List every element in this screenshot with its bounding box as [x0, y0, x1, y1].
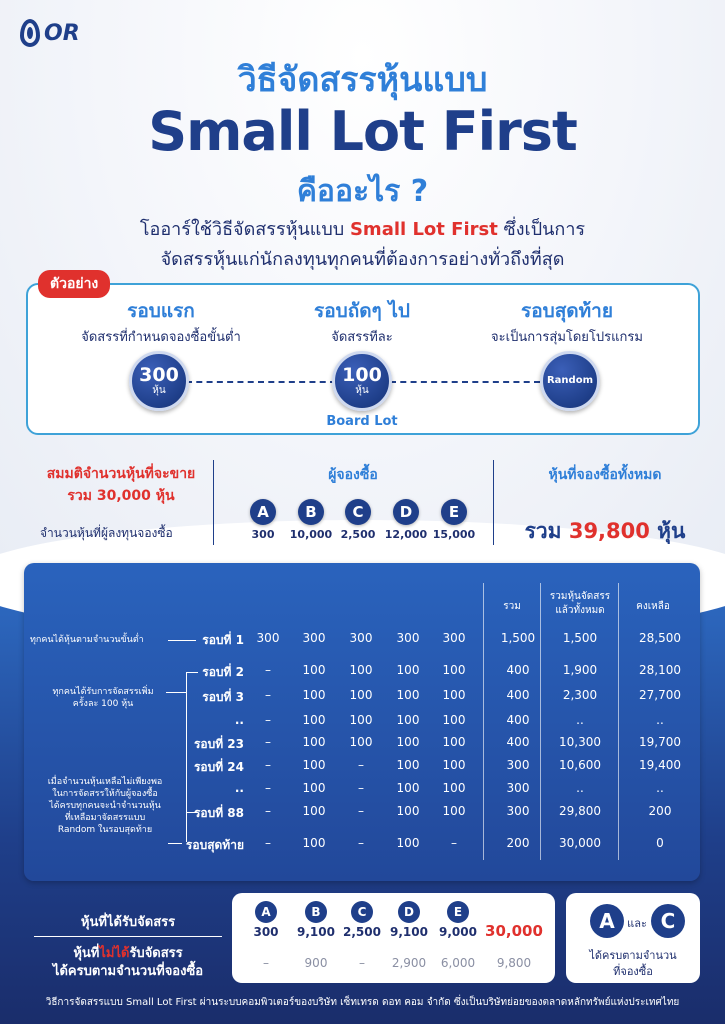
table-cell: –	[265, 836, 271, 850]
buyer-b-value: 10,000	[289, 528, 333, 541]
not-red: ไม่ได้	[99, 946, 130, 961]
table-cell: 100	[442, 781, 466, 795]
row-label: รอบที่ 23	[193, 737, 244, 751]
note-random-5: Random ในรอบสุดท้าย	[57, 825, 153, 835]
round-next-circle	[332, 351, 392, 411]
table-cell: –	[358, 758, 364, 772]
total-post: หุ้น	[649, 519, 686, 543]
round-last-title: รอบสุดท้าย	[521, 300, 613, 322]
table-cell: 100	[396, 688, 420, 702]
buyer-a-value: 300	[251, 528, 275, 541]
bottom-letter-icon: E	[447, 901, 469, 923]
assume-post: หุ้น	[150, 488, 175, 504]
table-cell: 200	[648, 804, 672, 818]
table-cell: –	[265, 688, 271, 702]
row-label: รอบที่ 88	[193, 806, 244, 820]
table-cell: 100	[349, 713, 373, 727]
table-cell: 100	[302, 663, 326, 677]
table-cell: 100	[442, 735, 466, 749]
table-cell: 27,700	[639, 688, 681, 702]
not-pre: หุ้นที่	[73, 946, 100, 961]
ac-and: และ	[627, 917, 647, 930]
buyer-e-icon: E	[441, 499, 467, 525]
subtitle-post: ซึ่งเป็นการ	[497, 219, 586, 240]
note-min: ทุกคนได้หุ้นตามจำนวนขั้นต่ำ	[30, 635, 144, 645]
not-allocated-value: –	[359, 956, 365, 970]
not-allocated-total: 9,800	[496, 956, 532, 970]
investor-label: จำนวนหุ้นที่ผู้ลงทุนจองซื้อ	[40, 526, 173, 540]
note-add-1: ทุกคนได้รับการจัดสรรเพิ่ม	[52, 687, 154, 697]
table-cell: 100	[302, 713, 326, 727]
round-next-value: 100	[342, 364, 382, 386]
buyers-title: ผู้จองซื้อ	[328, 467, 378, 483]
round-next-unit: หุ้น	[355, 385, 369, 396]
table-cell: –	[358, 836, 364, 850]
table-cell: –	[451, 836, 457, 850]
table-divider-3	[618, 583, 619, 860]
table-cell: 400	[506, 713, 530, 727]
not-allocated-value: –	[263, 956, 269, 970]
ac-c-icon: C	[651, 904, 685, 938]
row-label: รอบที่ 3	[202, 690, 244, 704]
table-cell: 300	[396, 631, 420, 645]
header-alloc-1: รวมหุ้นจัดสรร	[549, 591, 611, 602]
table-cell: 300	[506, 781, 530, 795]
assume-number: 30,000	[96, 488, 151, 504]
row-label: รอบที่ 1	[202, 633, 244, 647]
buyer-b-icon: B	[298, 499, 324, 525]
not-allocated-value: 900	[304, 956, 328, 970]
note-random-1: เมื่อจำนวนหุ้นเหลือไม่เพียงพอ	[47, 777, 163, 787]
ac-line2: ที่จองซื้อ	[613, 965, 653, 978]
table-cell: 400	[506, 688, 530, 702]
table-cell: ..	[576, 781, 584, 795]
table-cell: 100	[396, 758, 420, 772]
table-cell: 10,300	[559, 735, 601, 749]
table-cell: 200	[506, 836, 530, 850]
round-next-title: รอบถัดๆ ไป	[314, 300, 410, 322]
logo-text: OR	[44, 20, 80, 46]
table-cell: 0	[656, 836, 664, 850]
table-cell: 400	[506, 663, 530, 677]
table-cell: –	[265, 781, 271, 795]
bottom-letter-icon: C	[351, 901, 373, 923]
table-cell: 300	[302, 631, 326, 645]
round-last-circle	[540, 351, 600, 411]
round-last-value: Random	[546, 375, 593, 386]
subtitle-line2: จัดสรรหุ้นแก่นักลงทุนทุกคนที่ต้องการอย่างทั่วถึงที่สุด	[160, 249, 565, 270]
round-first-desc: จัดสรรที่กำหนดจองซื้อขั้นต่ำ	[81, 330, 241, 345]
round-last-desc: จะเป็นการสุ่มโดยโปรแกรม	[491, 330, 643, 345]
not-allocated-value: 2,900	[391, 956, 427, 970]
subtitle-pre: โออาร์ใช้วิธีจัดสรรหุ้นแบบ	[139, 219, 350, 240]
buyer-d-icon: D	[393, 499, 419, 525]
buyer-a-icon: A	[250, 499, 276, 525]
table-cell: 100	[442, 758, 466, 772]
allocated-total: 30,000	[485, 922, 543, 940]
allocated-value: 9,100	[297, 925, 335, 939]
footer: วิธีการจัดสรรแบบ Small Lot First ผ่านระบบคอมพิวเตอร์ของบริษัท เซ็ทเทรด ดอท คอม จำกัด ซึ่งเป็นบริษัทย่อยของตลาดหลักทรัพย์แห่งประเทศไทย	[45, 997, 680, 1008]
bottom-separator	[34, 936, 222, 937]
table-cell: 100	[442, 804, 466, 818]
table-cell: 100	[396, 713, 420, 727]
table-cell: –	[265, 758, 271, 772]
table-cell: 30,000	[559, 836, 601, 850]
drop-icon	[20, 19, 40, 47]
header-sum: รวม	[503, 601, 521, 612]
note-random-2: ในการจัดสรรให้กับผู้จองซื้อ	[52, 789, 158, 799]
or-logo	[20, 14, 100, 52]
table-cell: 300	[442, 631, 466, 645]
round-next-desc: จัดสรรทีละ	[331, 330, 393, 345]
table-cell: 100	[442, 663, 466, 677]
table-cell: 29,800	[559, 804, 601, 818]
table-cell: 100	[396, 735, 420, 749]
total-pre: รวม	[524, 519, 569, 543]
table-cell: 300	[506, 758, 530, 772]
table-cell: ..	[576, 713, 584, 727]
table-cell: 100	[302, 758, 326, 772]
table-cell: 100	[302, 804, 326, 818]
buyer-d-value: 12,000	[384, 528, 428, 541]
table-cell: 100	[396, 663, 420, 677]
buyer-c-value: 2,500	[340, 528, 376, 541]
table-cell: 100	[302, 836, 326, 850]
table-cell: 100	[442, 713, 466, 727]
not-allocated-value: 6,000	[440, 956, 476, 970]
table-cell: 19,700	[639, 735, 681, 749]
ac-line1: ได้ครบตามจำนวน	[589, 949, 677, 962]
assume-pre: รวม	[67, 488, 97, 504]
table-cell: 100	[349, 688, 373, 702]
divider-right	[493, 460, 494, 545]
row-label: รอบสุดท้าย	[185, 838, 244, 852]
subtitle-line1	[0, 214, 725, 243]
assume-line2	[26, 485, 216, 507]
table-cell: 100	[396, 836, 420, 850]
header-alloc-2: แล้วทั้งหมด	[555, 605, 605, 616]
board-lot-label: Board Lot	[326, 414, 398, 429]
buyer-c-icon: C	[345, 499, 371, 525]
title-line2: Small Lot First	[148, 100, 577, 163]
allocated-value: 9,000	[439, 925, 477, 939]
allocated-label: หุ้นที่ได้รับจัดสรร	[80, 915, 176, 930]
total-value	[510, 515, 700, 548]
example-tag: ตัวอย่าง	[38, 270, 110, 298]
table-cell: 100	[396, 781, 420, 795]
table-cell: 28,100	[639, 663, 681, 677]
ac-a-icon: A	[590, 904, 624, 938]
round-first-circle	[129, 351, 189, 411]
table-cell: –	[265, 713, 271, 727]
table-divider-1	[483, 583, 484, 860]
title-line1: วิธีจัดสรรหุ้นแบบ	[237, 60, 488, 100]
buyer-e-value: 15,000	[432, 528, 476, 541]
table-cell: ..	[656, 713, 664, 727]
table-cell: 400	[506, 735, 530, 749]
table-cell: 100	[302, 781, 326, 795]
table-cell: 1,900	[562, 663, 598, 677]
title-line3: คืออะไร ?	[296, 174, 429, 209]
divider-left	[213, 460, 214, 545]
bottom-letter-icon: B	[305, 901, 327, 923]
round-first-title: รอบแรก	[127, 300, 195, 322]
table-cell: 10,600	[559, 758, 601, 772]
round-first-unit: หุ้น	[152, 385, 166, 396]
bottom-letter-icon: D	[398, 901, 420, 923]
table-cell: 100	[396, 804, 420, 818]
table-cell: 300	[506, 804, 530, 818]
table-cell: 100	[442, 688, 466, 702]
not-allocated-label-2: ได้ครบตามจำนวนที่จองซื้อ	[52, 964, 204, 979]
row-label: ..	[234, 781, 244, 795]
row-label: ..	[234, 713, 244, 727]
table-cell: 1,500	[562, 631, 598, 645]
round-first-value: 300	[139, 364, 179, 386]
table-cell: 100	[302, 688, 326, 702]
assume-line1: สมมติจำนวนหุ้นที่จะขาย	[46, 466, 196, 482]
table-cell: –	[265, 663, 271, 677]
header-remain: คงเหลือ	[636, 601, 670, 612]
table-cell: 100	[349, 735, 373, 749]
dotted-connector-1	[186, 381, 336, 383]
table-cell: 300	[256, 631, 280, 645]
table-cell: –	[358, 781, 364, 795]
allocated-value: 9,100	[390, 925, 428, 939]
table-cell: –	[265, 735, 271, 749]
table-cell: 2,300	[562, 688, 598, 702]
table-cell: 300	[349, 631, 373, 645]
row-label: รอบที่ 2	[202, 665, 244, 679]
dotted-connector-2	[390, 381, 540, 383]
total-number: 39,800	[568, 519, 650, 543]
table-cell: ..	[656, 781, 664, 795]
table-cell: 1,500	[500, 631, 536, 645]
note-add-2: ครั้งละ 100 หุ้น	[72, 699, 134, 709]
table-cell: 19,400	[639, 758, 681, 772]
row-label: รอบที่ 24	[193, 760, 244, 774]
not-post: รับจัดสรร	[129, 946, 183, 961]
note-random-3: ได้ครบทุกคนจะนำจำนวนหุ้น	[49, 801, 161, 811]
table-cell: 28,500	[639, 631, 681, 645]
bottom-letter-icon: A	[255, 901, 277, 923]
table-cell: 100	[302, 735, 326, 749]
table-cell: 100	[349, 663, 373, 677]
table-cell: –	[265, 804, 271, 818]
subtitle-highlight: Small Lot First	[349, 219, 498, 240]
note-random-4: ที่เหลือมาจัดสรรแบบ	[64, 813, 146, 823]
allocated-value: 300	[253, 925, 279, 939]
total-title: หุ้นที่จองซื้อทั้งหมด	[548, 467, 662, 483]
allocated-value: 2,500	[343, 925, 381, 939]
table-cell: –	[358, 804, 364, 818]
